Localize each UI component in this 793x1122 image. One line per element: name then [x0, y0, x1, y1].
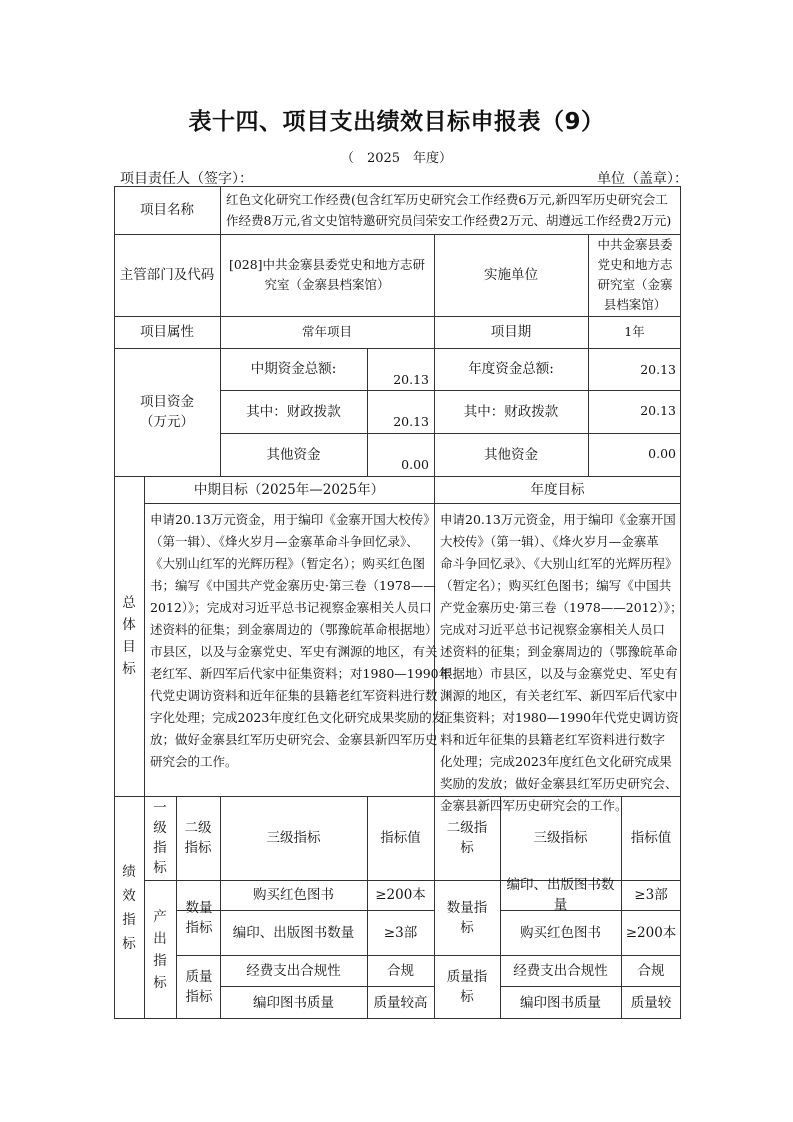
level3-header-annual: 三级指标 — [533, 830, 588, 846]
mid-indicator-name: 经费支出合规性 — [246, 962, 341, 979]
annual-indicator-value: ≥200本 — [625, 924, 677, 941]
annual-indicator-name: 编印图书质量 — [520, 994, 601, 1011]
annual-fiscal-value: 20.13 — [640, 403, 676, 418]
impl-value: 中共金寨县委党史和地方志研究室（金寨县档案馆） — [597, 237, 673, 312]
responsible-label: 项目责任人（签字）： — [120, 171, 253, 187]
annual-goal-line: 征集资料；对1980—1990年代党史调访资 — [440, 710, 679, 725]
annual-goal-line: （暂定名）；购买红色图书；编写《中国共 — [440, 578, 672, 593]
mid-indicator-value: 合规 — [387, 962, 414, 979]
mid-other-value: 0.00 — [401, 457, 429, 472]
funds-label: 项目资金（万元） — [140, 394, 194, 430]
annual-goal-line: 根据地）市县区，以及与金寨党史、军史有 — [440, 666, 678, 681]
overall-goal-label: 总体目标 — [122, 595, 136, 677]
annual-goal-line: 渊源的地区，有关老红军、新四军后代家中 — [440, 688, 678, 703]
mid-goal-line: 《大别山红军的光辉历程》（暂定名）；购买红色图 — [150, 556, 426, 571]
mid-goal-line: 书；编写《中国共产党金寨历史·第三卷（1978—— — [150, 578, 436, 593]
annual-goal-line: 产党金寨历史·第三卷（1978——2012）》； — [440, 600, 683, 615]
value-header-mid: 指标值 — [380, 830, 421, 846]
level1-header: 一级指标 — [153, 800, 167, 876]
annual-goal-line: 料和近年征集的县籍老红军资料进行数字 — [440, 732, 666, 747]
mid-goal-line: 放；做好金寨县红军历史研究会、金寨县新四军历史 — [150, 732, 438, 747]
attr-label: 项目属性 — [140, 324, 194, 340]
mid-goal-line: 老红军、新四军后代家中征集资料；对1980—1990年 — [150, 666, 452, 681]
annual-goal-line: 化处理；完成2023年度红色文化研究成果 — [440, 754, 672, 769]
annual-goal-line: 大校传》（第一辑）、《烽火岁月—金寨革 — [440, 534, 659, 549]
performance-table — [114, 186, 681, 1019]
perf-indicator-label: 绩效指标 — [122, 863, 136, 952]
mid-indicator-value: 质量较高 — [373, 994, 428, 1011]
annual-goal-line: 奖励的发放；做好金寨县红军历史研究会、 — [440, 776, 678, 791]
year-line: （ 2025 年度） — [340, 151, 453, 166]
annual-total-label: 年度资金总额: — [468, 361, 554, 377]
mid-indicator-value: ≥200本 — [375, 887, 426, 903]
annual-goal-line: 完成对习近平总书记视察金寨相关人员口 — [440, 622, 666, 637]
project-name-label: 项目名称 — [140, 202, 194, 218]
annual-goal-line: 述资料的征集；到金寨周边的（鄂豫皖革命 — [440, 644, 678, 659]
annual-goal-line: 申请20.13万元资金，用于编印《金寨开国 — [440, 512, 676, 527]
mid-fiscal-label: 其中：财政拨款 — [246, 403, 341, 420]
mid-indicator-name: 编印、出版图书数量 — [232, 924, 355, 941]
annual-goal-line: 命斗争回忆录》、《大别山红军的光辉历程》 — [440, 556, 678, 571]
impl-label: 实施单位 — [484, 267, 538, 283]
period-value: 1年 — [624, 324, 645, 339]
page-title: 表十四、项目支出绩效目标申报表（9） — [188, 109, 605, 135]
mid-goal-line: 市县区，以及与金寨党史、军史有渊源的地区，有关 — [150, 644, 438, 659]
mid-goal-line: 申请20.13万元资金，用于编印《金寨开国大校传》 — [150, 512, 436, 527]
mid-indicator-value: ≥3部 — [383, 924, 418, 941]
level3-header-mid: 三级指标 — [266, 830, 321, 846]
mid-goal-line: 述资料的征集；到金寨周边的（鄂豫皖革命根据地） — [150, 622, 438, 637]
qty-indicator-label-mid: 数量指标 — [185, 899, 213, 936]
annual-other-value: 0.00 — [648, 446, 676, 461]
annual-fiscal-label: 其中：财政拨款 — [463, 403, 559, 420]
mid-indicator-name: 编印图书质量 — [253, 994, 334, 1011]
dept-label: 主管部门及代码 — [119, 267, 215, 283]
project-name-value: 红色文化研究工作经费(包含红军历史研究会工作经费6万元,新四军历史研究会工作经费8万元,省文史馆特邀研究员闫荣安工作经费2万元、胡遵远工作经费2万元) — [226, 192, 672, 228]
mid-goal-text — [150, 509, 452, 773]
mid-fiscal-value: 20.13 — [393, 414, 429, 429]
mid-total-value: 20.13 — [393, 372, 429, 387]
annual-indicator-value: 合规 — [637, 962, 665, 979]
annual-goal-text — [440, 509, 683, 817]
quality-indicator-label-annual: 质量指标 — [446, 969, 488, 1005]
annual-indicator-name: 编印、出版图书数量 — [506, 877, 615, 913]
mid-goal-header: 中期目标（2025年—2025年） — [193, 481, 385, 498]
annual-indicator-name: 经费支出合规性 — [513, 962, 608, 979]
mid-other-label: 其他资金 — [266, 446, 321, 463]
period-label: 项目期 — [490, 324, 532, 340]
mid-goal-line: （第一辑）、《烽火岁月—金寨革命斗争回忆录》、 — [150, 534, 419, 549]
attr-value: 常年项目 — [301, 324, 352, 339]
mid-goal-line: 2012）》；完成对习近平总书记视察金寨相关人员口 — [150, 600, 432, 615]
annual-indicator-name: 购买红色图书 — [520, 924, 601, 941]
mid-goal-line: 代党史调访资料和近年征集的县籍老红军资料进行数 — [150, 688, 438, 703]
qty-indicator-label-annual: 数量指标 — [446, 899, 488, 936]
mid-total-label: 中期资金总额: — [250, 361, 337, 377]
annual-total-value: 20.13 — [640, 362, 676, 377]
annual-indicator-value: ≥3部 — [634, 887, 668, 903]
output-indicator-label: 产出指标 — [153, 908, 167, 991]
annual-goal-header: 年度目标 — [530, 481, 585, 498]
level2-header-annual: 二级指标 — [446, 820, 488, 856]
dept-value: [028]中共金寨县委党史和地方志研究室（金寨县档案馆） — [228, 257, 426, 292]
level2-header-mid: 二级指标 — [184, 820, 212, 856]
mid-goal-line: 研究会的工作。 — [150, 754, 238, 769]
quality-indicator-label-mid: 质量指标 — [185, 969, 213, 1005]
annual-goal-line: 金寨县新四军历史研究会的工作。 — [440, 798, 628, 813]
annual-indicator-value: 质量较 — [630, 994, 672, 1011]
annual-other-label: 其他资金 — [484, 446, 538, 463]
mid-goal-line: 字化处理；完成2023年度红色文化研究成果奖励的发 — [150, 710, 445, 725]
mid-indicator-name: 购买红色图书 — [253, 887, 334, 903]
value-header-annual: 指标值 — [630, 830, 672, 846]
unit-label: 单位（盖章）： — [597, 171, 688, 187]
